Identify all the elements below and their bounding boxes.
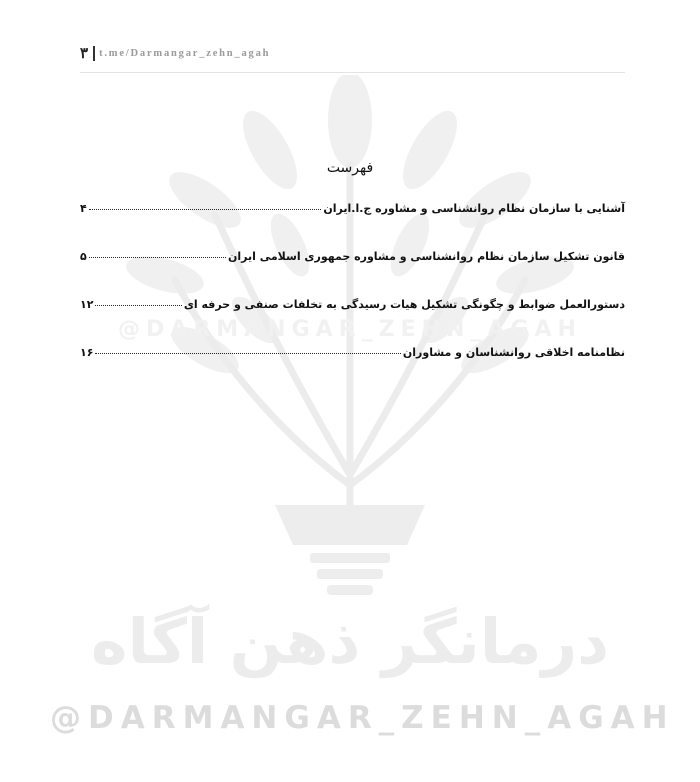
toc-entry-title: دستورالعمل ضوابط و چگونگی تشکیل هیات رسیدگی به تخلفات صنفی و حرفه ای xyxy=(183,298,625,311)
dot-leader xyxy=(89,257,226,258)
watermark-persian-text: درمانگر ذهن آگاه xyxy=(90,605,610,678)
toc-entry[interactable] xyxy=(80,346,625,394)
toc-entry-title: قانون تشکیل سازمان نظام روانشناسی و مشاوره جمهوری اسلامی ایران xyxy=(227,250,625,263)
dot-leader xyxy=(89,209,322,210)
watermark-handle-bottom: @DARMANGAR_ZEHN_AGAH xyxy=(50,700,675,736)
page-number: ۳ xyxy=(80,44,89,62)
toc-entry-page: ۱۲ xyxy=(80,298,94,311)
toc-entry-title: آشنایی با سازمان نظام روانشناسی و مشاوره ج.ا.ایران xyxy=(323,202,625,215)
toc-title: فهرست xyxy=(326,160,374,176)
page-header xyxy=(80,44,625,73)
toc-entry-title: نظامنامه اخلاقی روانشناسان و مشاوران xyxy=(402,346,625,359)
channel-link[interactable]: t.me/Darmangar_zehn_agah xyxy=(99,47,271,59)
dot-leader xyxy=(95,305,181,306)
toc-entry[interactable] xyxy=(80,202,625,250)
toc-entry[interactable] xyxy=(80,298,625,346)
watermark-handle-mid: @DARMANGAR_ZEHN_AGAH xyxy=(118,317,582,342)
toc-entry-page: ۱۶ xyxy=(80,346,94,359)
toc-entry-page: ۴ xyxy=(80,202,87,215)
toc-entry-page: ۵ xyxy=(80,250,87,263)
header-separator xyxy=(93,46,95,61)
dot-leader xyxy=(95,353,400,354)
toc-entry[interactable] xyxy=(80,250,625,298)
table-of-contents xyxy=(80,202,625,394)
